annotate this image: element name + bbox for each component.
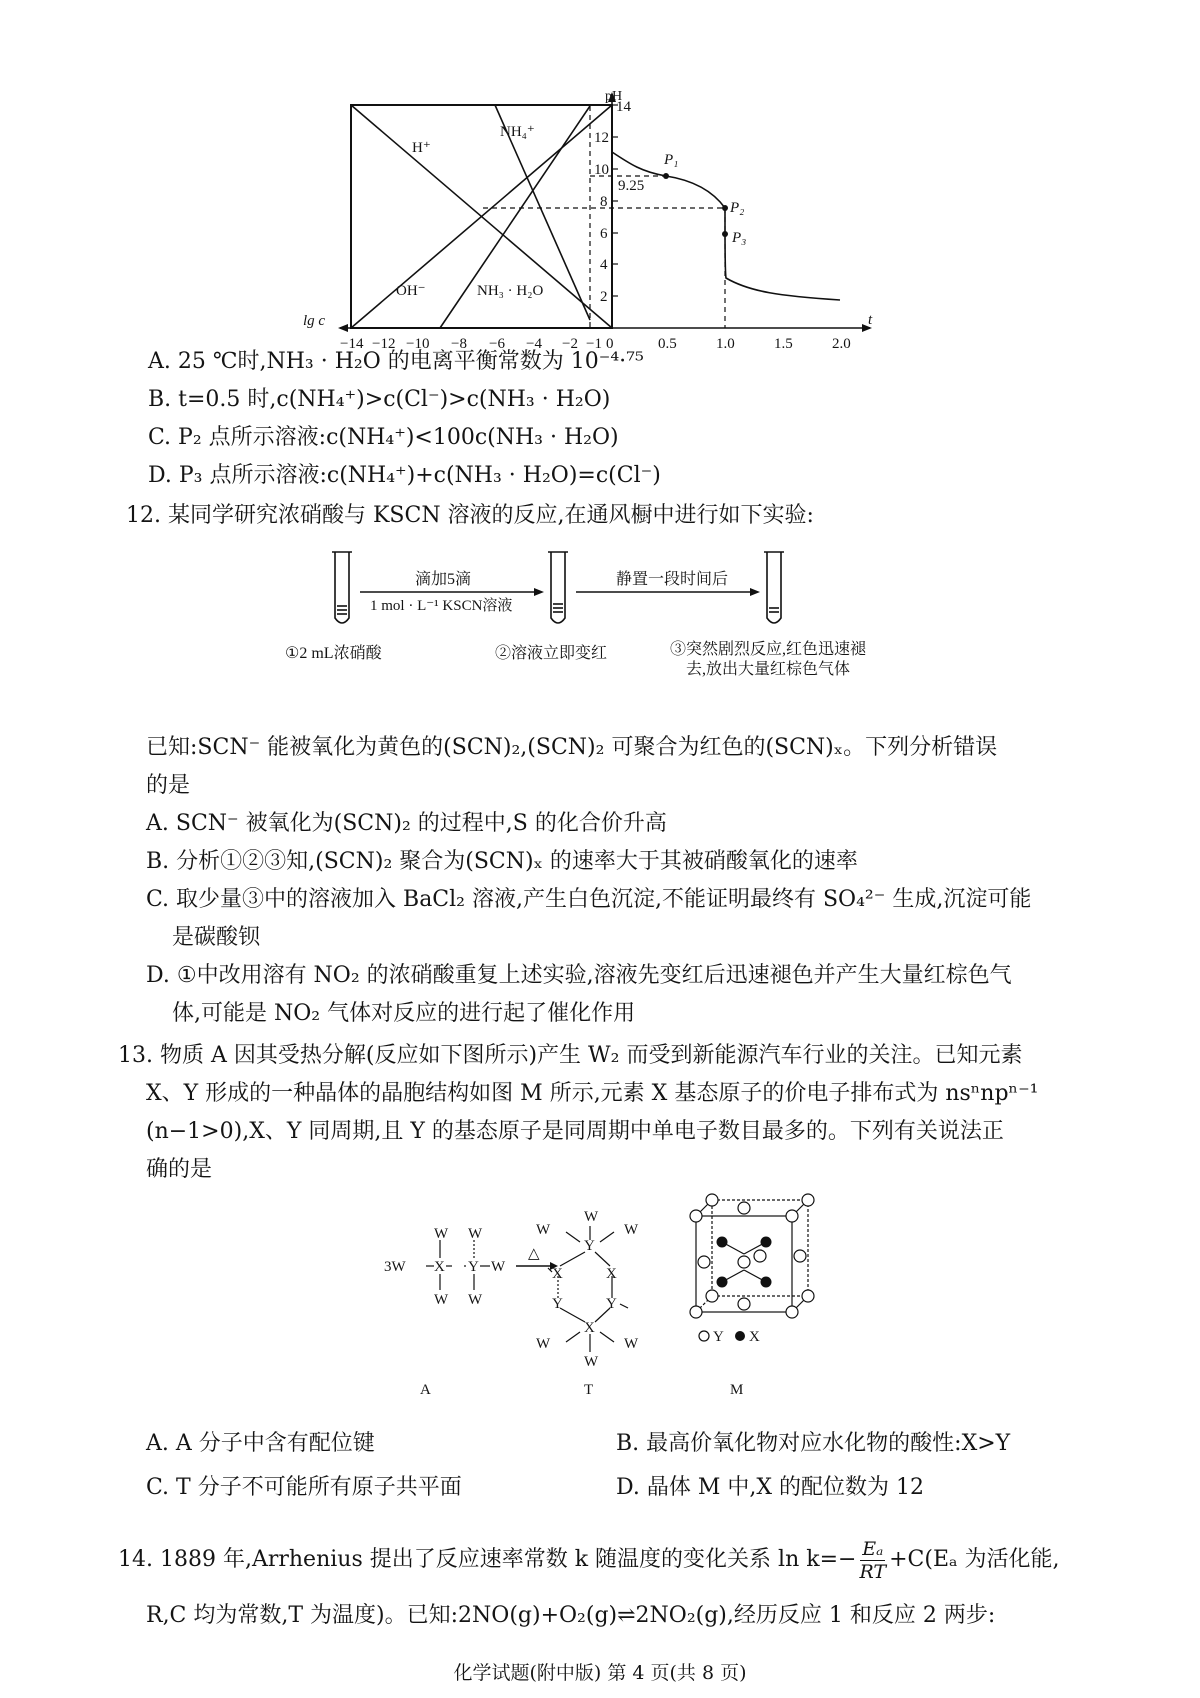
test-tube-1 [332,552,352,623]
crystal-y-atoms [690,1194,814,1318]
p1-label: P₁ [664,152,679,168]
a-y: Y [468,1259,479,1275]
t-w-bottom: W [584,1354,599,1370]
q13-option-b: B. 最高价氧化物对应水化物的酸性:X>Y [616,1431,1011,1456]
q13-stem-line4: 确的是 [146,1157,213,1182]
figure-label-t: T [584,1382,594,1398]
a-w-top-1: W [434,1226,449,1242]
t-y-top: Y [584,1238,595,1254]
a-w-top-2: W [468,1226,483,1242]
p2-dot [722,205,728,211]
t-w-ul: W [536,1222,551,1238]
t-w-ur: W [624,1222,639,1238]
ph-tick-4: 4 [600,257,608,273]
p3-dot [722,231,728,237]
q12-option-b: B. 分析①②③知,(SCN)₂ 聚合为(SCN)ₓ 的速率大于其被硝酸氧化的速率 [146,849,858,874]
q12-option-d-cont: 体,可能是 NO₂ 气体对反应的进行起了催化作用 [172,1001,636,1026]
lgc-tick-14: −14 [340,336,364,352]
p1-dot [663,173,669,179]
nh3-label: NH₃ · H₂O [477,283,544,299]
t-label: t [868,312,873,328]
t-tick-15: 1.5 [774,336,793,352]
q14-line1-post: +C(Eₐ 为活化能, [889,1547,1060,1572]
q13-stem-line2: X、Y 形成的一种晶体的晶胞结构如图 M 所示,元素 X 基态原子的价电子排布式为 nsⁿnpⁿ⁻¹ [146,1081,1039,1106]
q12-option-a: A. SCN⁻ 被氧化为(SCN)₂ 的过程中,S 的化合价升高 [146,811,667,836]
legend-x-circle [735,1331,745,1341]
q12-experiment-figure [285,548,940,688]
ph-tick-12: 12 [594,130,609,146]
ph-tick-2: 2 [600,289,608,305]
ph-lgc-chart [300,80,920,370]
q14-line1-pre: 14. 1889 年,Arrhenius 提出了反应速率常数 k 随温度的变化关系 ln k=− [118,1547,857,1572]
q12-known-line1: 已知:SCN⁻ 能被氧化为黄色的(SCN)₂,(SCN)₂ 可聚合为红色的(SCN)ₓ。下列分析错误 [146,735,998,760]
ph-tick-10: 10 [594,162,609,178]
q12-option-c-cont: 是碳酸钡 [172,925,261,950]
t-w-lr: W [624,1336,639,1352]
reaction-delta: △ [528,1246,540,1262]
arrow-2-top: 静置一段时间后 [616,571,729,588]
q13-option-c: C. T 分子不可能所有原子共平面 [146,1475,462,1500]
figure-label-m: M [730,1382,744,1398]
arrow-1-top: 滴加5滴 [415,571,472,588]
test-tube-2 [548,552,568,623]
legend-y-label: Y [713,1329,724,1345]
t-y-left: Y [552,1296,563,1312]
q11-option-b: B. t=0.5 时,c(NH₄⁺)>c(Cl⁻)>c(NH₃ · H₂O) [148,387,611,412]
lgc-tick-10: −10 [406,336,430,352]
nh4-label: NH₄⁺ [500,124,535,140]
a-coef: 3W [384,1259,406,1275]
arrow-1-head [534,588,544,596]
a-w-bottom-1: W [434,1292,449,1308]
t-w-ll: W [536,1336,551,1352]
ph-tick-14: 14 [616,99,631,115]
lgc-tick-1: −1 [586,336,602,352]
lgc-tick-12: −12 [372,336,396,352]
ph-tick-8: 8 [600,194,608,210]
t-y-right: Y [606,1296,617,1312]
q13-option-a: A. A 分子中含有配位键 [146,1431,375,1456]
tube-2-label: ②溶液立即变红 [495,645,608,662]
lgc-tick-4: −4 [526,336,542,352]
lgc-tick-2: −2 [562,336,578,352]
tube-1-label: ①2 mL浓硝酸 [285,645,382,662]
legend-y-circle [699,1331,709,1341]
oh-label: OH⁻ [396,283,426,299]
value-925: 9.25 [618,178,645,194]
ph-tick-6: 6 [600,226,608,242]
page-footer: 化学试题(附中版) 第 4 页(共 8 页) [453,1662,747,1684]
q14-frac-den: RT [859,1560,887,1583]
p2-label: P₂ [730,200,745,216]
legend-x-label: X [749,1329,760,1345]
t-w-top: W [584,1209,599,1225]
q11-option-c: C. P₂ 点所示溶液:c(NH₄⁺)<100c(NH₃ · H₂O) [148,425,619,450]
q13-structure-figure [380,1196,900,1406]
q14-line1 [118,1532,1059,1588]
lgc-tick-0: 0 [606,336,614,352]
t-tick-20: 2.0 [832,336,851,352]
a-w-right: W [491,1259,506,1275]
lgc-label: lg c [303,313,326,329]
q12-stem: 12. 某同学研究浓硝酸与 KSCN 溶液的反应,在通风橱中进行如下实验: [126,503,814,528]
q12-option-d: D. ①中改用溶有 NO₂ 的浓硝酸重复上述实验,溶液先变红后迅速褪色并产生大量红棕色气 [146,963,1012,988]
tube-3-label-line2: 去,放出大量红棕色气体 [686,661,851,678]
h-label: H⁺ [412,140,431,156]
figure-label-a: A [420,1382,431,1398]
a-x: X [434,1259,445,1275]
arrow-1-bottom: 1 mol · L⁻¹ KSCN溶液 [370,598,513,614]
test-tube-3 [764,552,784,623]
lgc-tick-8: −8 [451,336,467,352]
a-w-bottom-2: W [468,1292,483,1308]
lgc-tick-6: −6 [489,336,505,352]
titration-curve [612,152,840,300]
q14-frac-num: Eₐ [862,1537,884,1560]
arrow-2-head [750,588,760,596]
q14-fraction [859,1538,886,1583]
ph-label: pH [605,89,623,104]
x-axis-left-arrow [338,324,348,332]
q13-option-d: D. 晶体 M 中,X 的配位数为 12 [616,1475,924,1500]
q12-option-c: C. 取少量③中的溶液加入 BaCl₂ 溶液,产生白色沉淀,不能证明最终有 SO₄²⁻ 生成,沉淀可能 [146,887,1032,912]
q12-known-line2: 的是 [146,773,191,798]
t-x-bottom: X [584,1320,595,1336]
t-tick-10: 1.0 [716,336,735,352]
p3-label: P₃ [732,230,747,246]
t-x-right: X [606,1266,617,1282]
t-tick-05: 0.5 [658,336,677,352]
t-x-left: X [552,1266,563,1282]
q11-option-d: D. P₃ 点所示溶液:c(NH₄⁺)+c(NH₃ · H₂O)=c(Cl⁻) [148,463,661,488]
q14-line2: R,C 均为常数,T 为温度)。已知:2NO(g)+O₂(g)⇌2NO₂(g),经历反应 1 和反应 2 两步: [146,1603,996,1628]
q13-stem-line1: 13. 物质 A 因其受热分解(反应如下图所示)产生 W₂ 而受到新能源汽车行业的关注。已知元素 [118,1043,1023,1068]
q13-stem-line3: (n−1>0),X、Y 同周期,且 Y 的基态原子是同周期中单电子数目最多的。下列有关说法正 [146,1119,1004,1144]
tube-3-label-line1: ③突然剧烈反应,红色迅速褪 [670,641,867,658]
q11-option-a: A. 25 ℃时,NH₃ · H₂O 的电离平衡常数为 10⁻⁴·⁷⁵ [148,349,644,374]
